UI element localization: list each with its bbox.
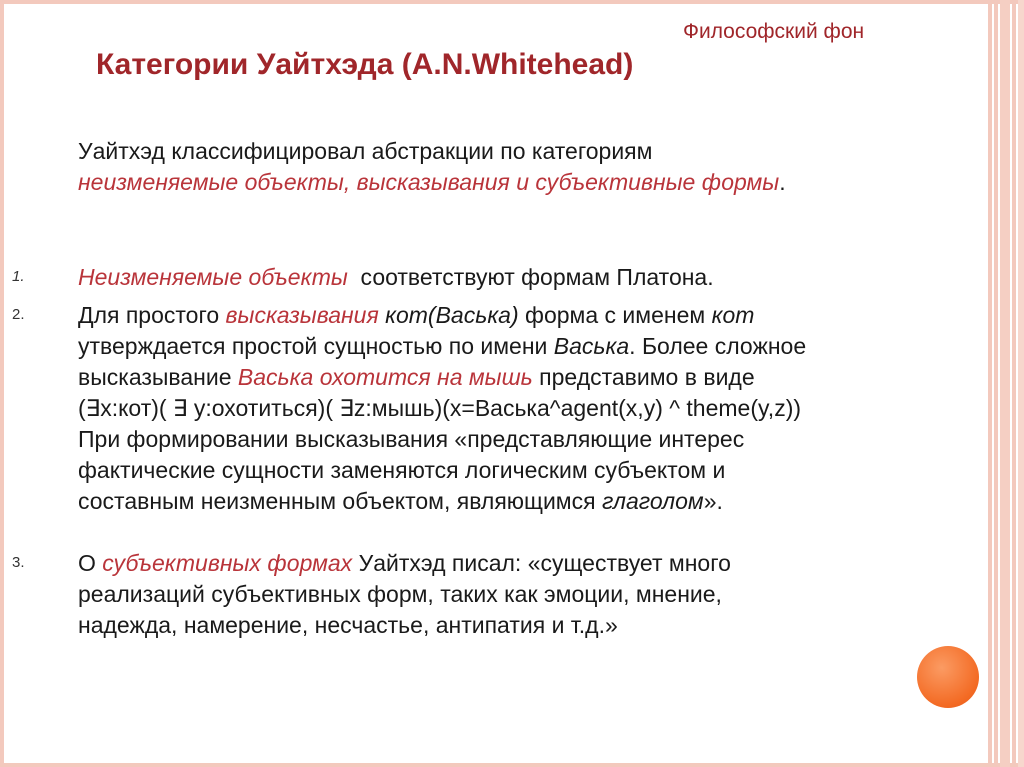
intro-highlight: неизменяемые объекты, высказывания и субъективные формы [78,169,780,195]
item-highlight: Васька охотится на мышь [237,364,533,390]
item-number: 1. [12,268,25,285]
item-text: Неизменяемые объекты соответствуют формам Платона. [78,264,714,290]
item-number: 2. [12,306,25,323]
intro-text: Уайтхэд классифицировал абстракции по категориям [78,138,653,164]
intro-end: . [779,169,786,195]
item-number: 3. [12,554,25,571]
section-label: Философский фон [683,20,865,43]
item-text: Для простого высказывания кот(Васька) форма с именем кот утверждается простой сущностью по имени Васька. Более сложное высказывание Васька охотится на мышь представимо в виде (∃x:кот)( ∃ y:охотиться)( ∃z:мышь)(x=Васька^agent(x,y) ^ theme(y,z)) При формировании высказывания «представляющие интерес фактические сущности заменяются логическим субъектом и составным неизменным объектом, являющимся глаголом». [78,300,988,517]
intro-paragraph [78,136,978,198]
logic-formula: (∃x:кот)( ∃ y:охотиться)( ∃z:мышь)(x=Васька^agent(x,y) ^ theme(y,z)) [78,395,802,421]
slide-title: Категории Уайтхэда (A.N.Whitehead) [96,48,634,81]
border-bottom [0,763,1024,767]
item-text: О субъективных формах Уайтхэд писал: «существует много реализаций субъективных форм, таких как эмоции, мнение, надежда, намерение, несчастье, антипатия и т.д.» [78,550,731,638]
border-left [0,0,4,767]
decorative-circle [917,646,979,708]
item-highlight: высказывания [225,302,379,328]
decorative-side-bars [988,0,1024,767]
item-highlight: субъективных формах [102,550,353,576]
border-top [0,0,1024,4]
item-highlight: Неизменяемые объекты [78,264,348,290]
